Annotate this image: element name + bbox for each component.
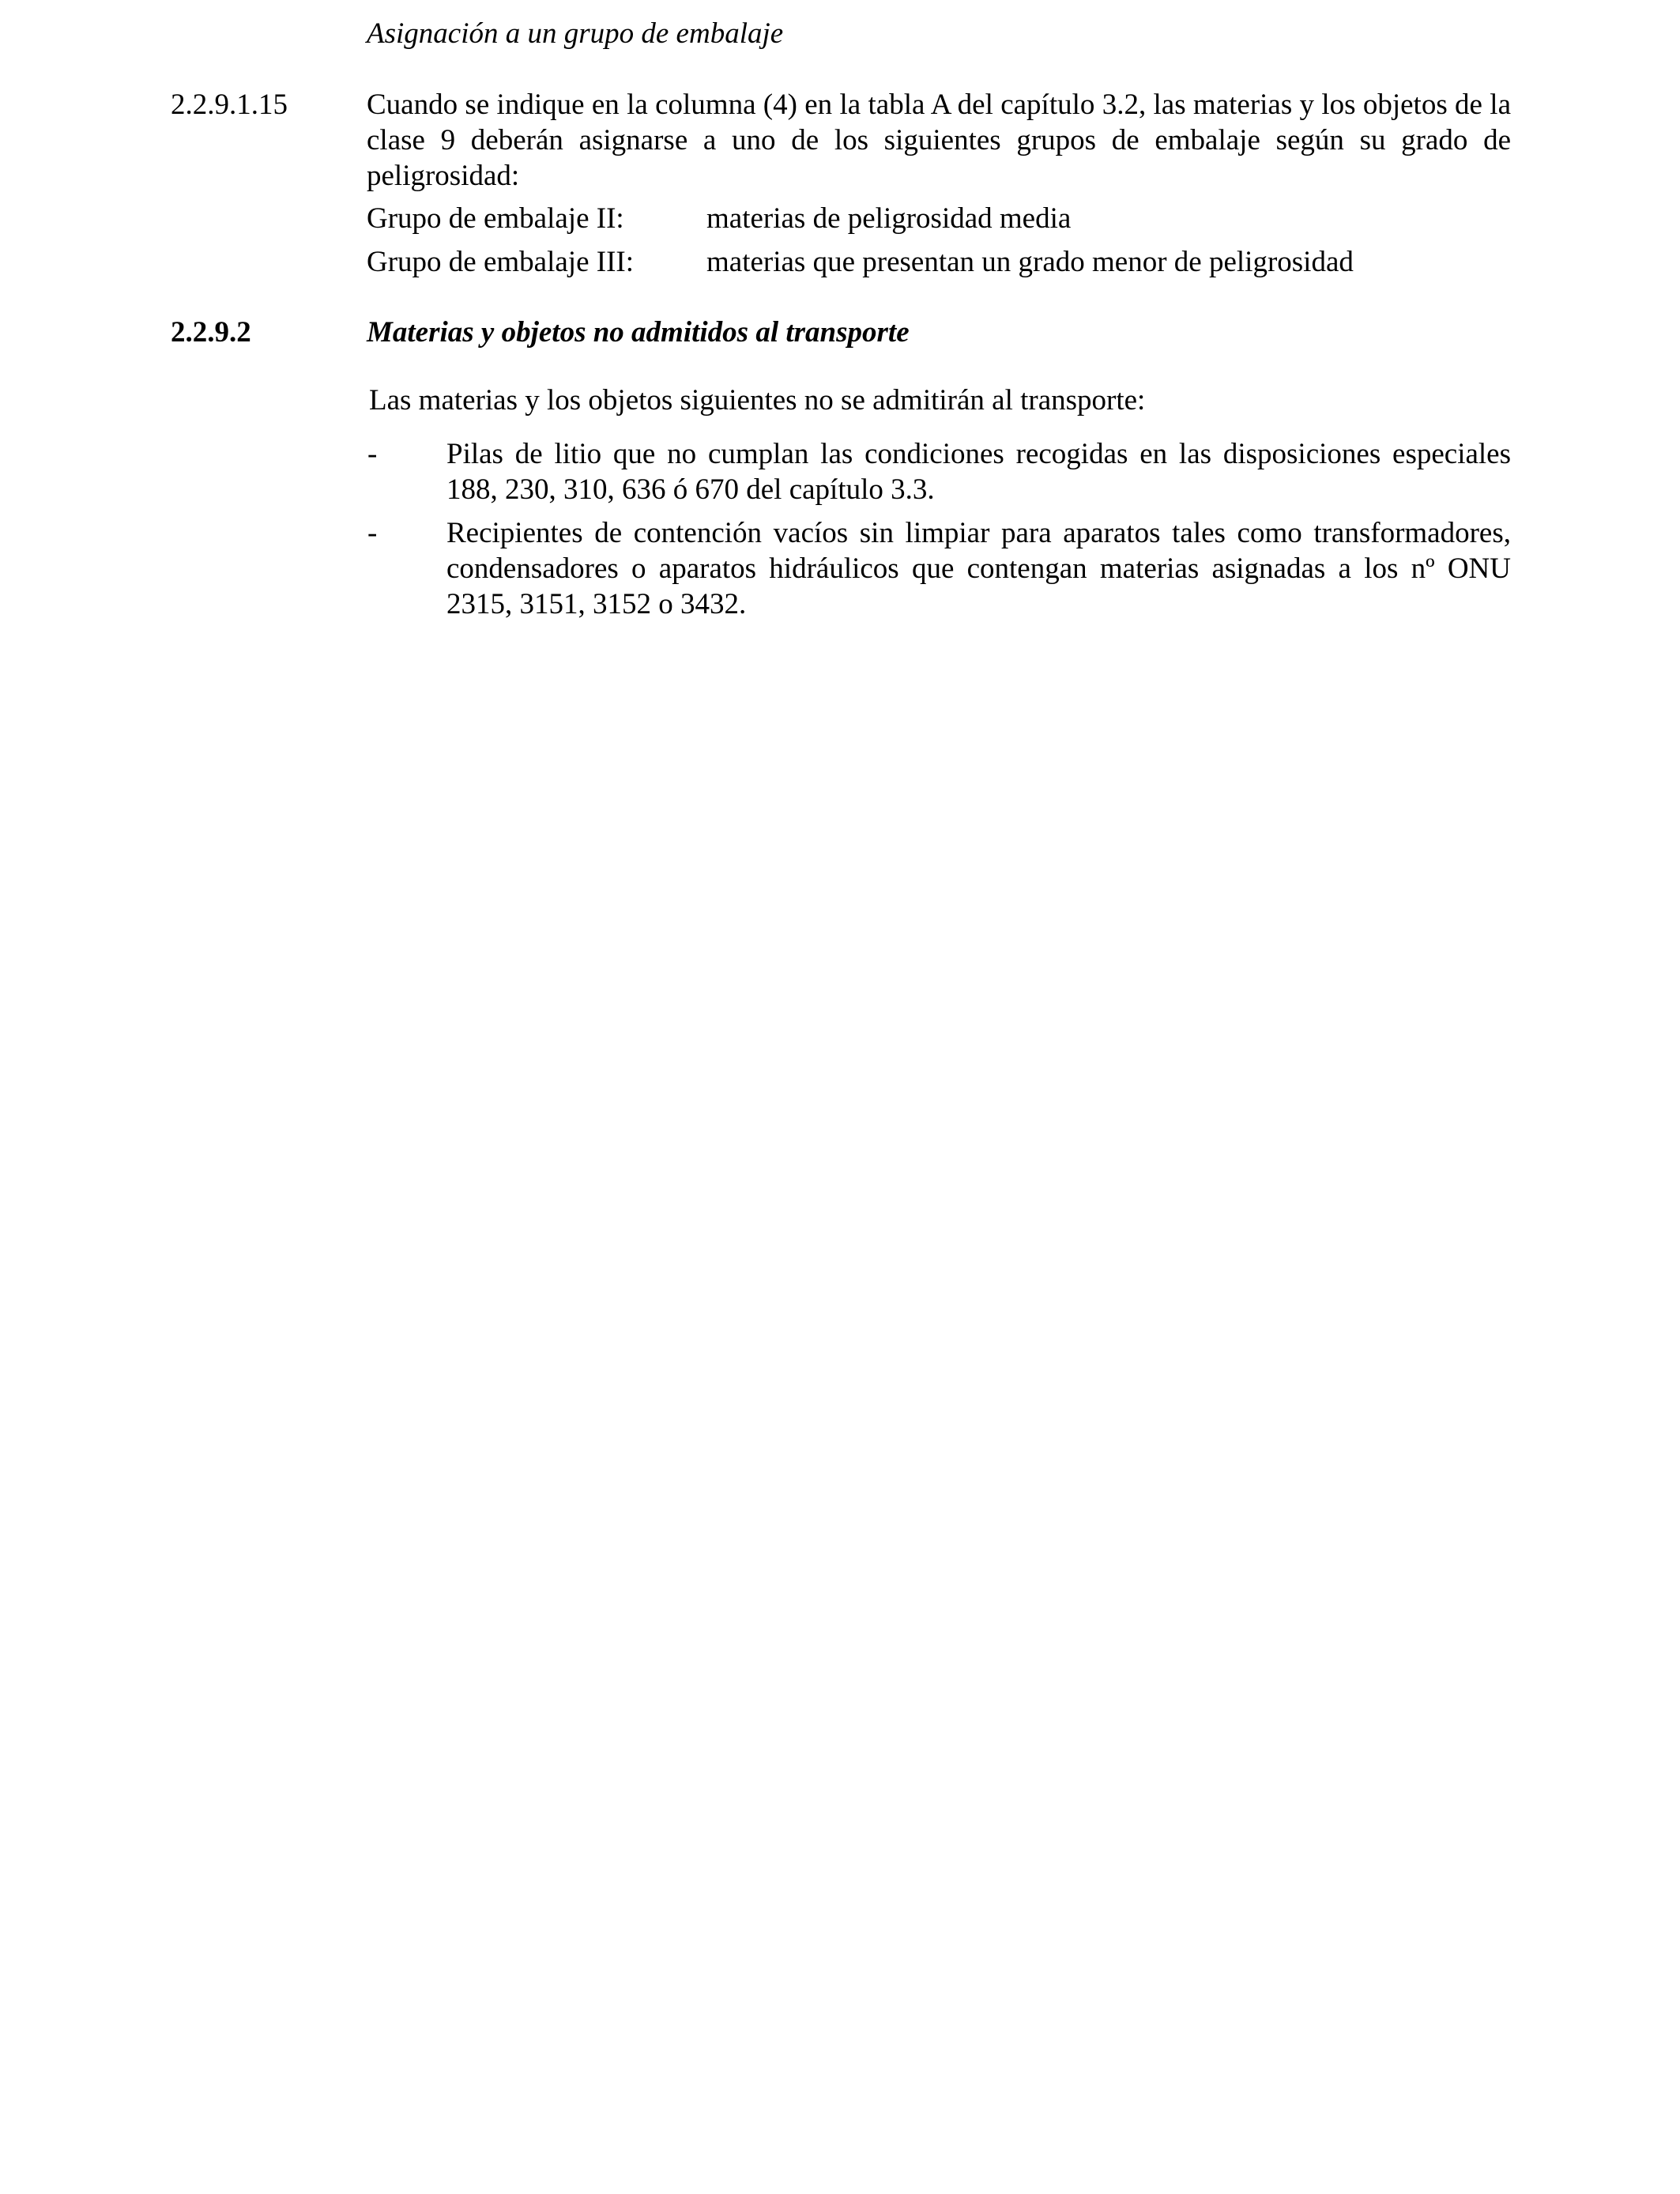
packing-group-iii-description: materias que presentan un grado menor de peligrosidad <box>706 246 1354 278</box>
section-title: Materias y objetos no admitidos al transporte <box>367 316 910 349</box>
list-item-text: Recipientes de contención vacíos sin limpiar para aparatos tales como transformadores, condensadores o aparatos hidráulicos que contengan materias asignadas a los nº ONU 2315, 3151, 3152 o 3432. <box>446 517 1511 620</box>
list-item-text: Pilas de litio que no cumplan las condiciones recogidas en las disposiciones especiales 188, 230, 310, 636 ó 670 del capítulo 3.3. <box>446 438 1511 506</box>
list-item-dash: - <box>367 517 378 549</box>
section-number: 2.2.9.2 <box>171 316 251 349</box>
packing-group-ii-description: materias de peligrosidad media <box>706 202 1072 235</box>
packing-group-ii-label: Grupo de embalaje II: <box>367 202 624 235</box>
subheading-packing-group: Asignación a un grupo de embalaje <box>367 17 784 50</box>
paragraph-number: 2.2.9.1.15 <box>171 89 288 121</box>
section-intro: Las materias y los objetos siguientes no se admitirán al transporte: <box>369 384 1146 417</box>
paragraph-text: Cuando se indique en la columna (4) en la tabla A del capítulo 3.2, las materias y los objetos de la clase 9 deberán asignarse a uno de los siguientes grupos de embalaje según su grado de peligrosidad: <box>367 89 1511 192</box>
packing-group-iii-label: Grupo de embalaje III: <box>367 246 634 278</box>
list-item-dash: - <box>367 438 378 470</box>
